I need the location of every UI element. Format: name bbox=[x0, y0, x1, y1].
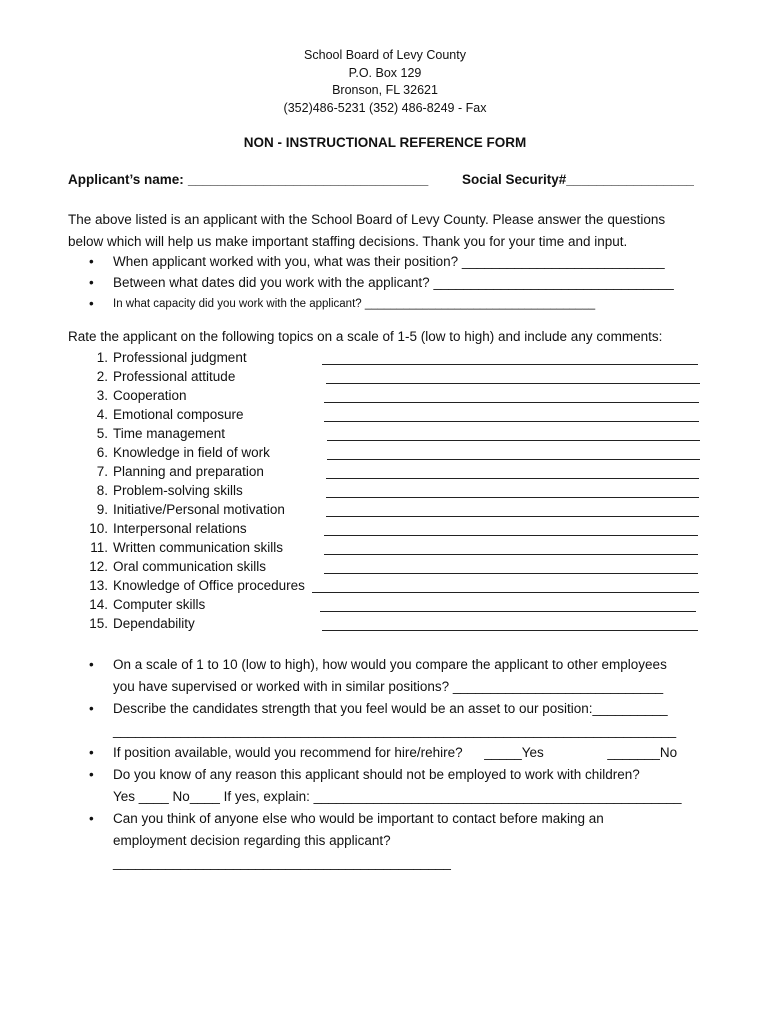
rating-number: 10. bbox=[89, 521, 108, 536]
rating-number: 7. bbox=[96, 464, 108, 479]
capacity-question[interactable] bbox=[68, 296, 718, 319]
capacity-question-text: In what capacity did you work with the applicant? ____________________________________ bbox=[113, 298, 596, 310]
rating-topic: Professional judgment bbox=[113, 350, 247, 365]
children-answer-line: Yes ____ No____ If yes, explain: _________________________________________________ bbox=[113, 789, 682, 804]
intro-line-1: The above listed is an applicant with the School Board of Levy County. Please answer the questions bbox=[68, 212, 666, 227]
rating-comment-line[interactable] bbox=[326, 383, 700, 384]
rating-number: 5. bbox=[96, 426, 108, 441]
dates-question-text: Between what dates did you work with the applicant? ________________________________ bbox=[113, 275, 674, 290]
rating-row bbox=[68, 597, 708, 616]
other-contact-question-line-1: Can you think of anyone else who would be important to contact before making an bbox=[113, 811, 604, 826]
rating-number: 15. bbox=[89, 616, 108, 631]
social-security-field[interactable]: Social Security#_________________ bbox=[462, 172, 694, 187]
rating-comment-line[interactable] bbox=[327, 440, 700, 441]
rating-topic: Professional attitude bbox=[113, 369, 236, 384]
bullet-icon: • bbox=[89, 745, 94, 760]
rating-comment-line[interactable] bbox=[324, 402, 699, 403]
rating-comment-line[interactable] bbox=[322, 630, 698, 631]
rating-row bbox=[68, 521, 708, 540]
rating-row bbox=[68, 350, 708, 369]
bullet-icon: • bbox=[89, 767, 94, 782]
rating-topic: Written communication skills bbox=[113, 540, 284, 555]
comparison-question-line-1: On a scale of 1 to 10 (low to high), how would you compare the applicant to other employees bbox=[113, 657, 667, 672]
rating-number: 3. bbox=[96, 388, 108, 403]
rating-number: 9. bbox=[96, 502, 108, 517]
rating-row bbox=[68, 483, 708, 502]
rating-row bbox=[68, 407, 708, 426]
rating-comment-line[interactable] bbox=[322, 364, 698, 365]
rating-topic: Dependability bbox=[113, 616, 195, 631]
rating-row bbox=[68, 502, 708, 521]
strength-question-text: Describe the candidates strength that you feel would be an asset to our position:__________ bbox=[113, 701, 668, 716]
rating-topic: Time management bbox=[113, 426, 226, 441]
rehire-question-text: If position available, would you recommend for hire/rehire? bbox=[113, 745, 463, 760]
rating-list bbox=[68, 350, 708, 635]
intro-line-2: below which will help us make important staffing decisions. Thank you for your time and input. bbox=[68, 234, 628, 249]
letterhead bbox=[0, 47, 770, 117]
bullet-icon: • bbox=[89, 657, 94, 672]
rating-number: 14. bbox=[89, 597, 108, 612]
rating-row bbox=[68, 540, 708, 559]
bullet-icon: • bbox=[89, 296, 94, 311]
rating-comment-line[interactable] bbox=[320, 611, 696, 612]
rating-instructions: Rate the applicant on the following topics on a scale of 1-5 (low to high) and include any comments: bbox=[68, 329, 663, 344]
rating-row bbox=[68, 559, 708, 578]
comparison-question-line-2: you have supervised or worked with in similar positions? ____________________________ bbox=[113, 679, 664, 694]
bullet-icon: • bbox=[89, 254, 94, 269]
bullet-icon: • bbox=[89, 811, 94, 826]
applicant-name-label: Applicant’s name: bbox=[68, 172, 184, 187]
intro-paragraph bbox=[68, 209, 708, 253]
applicant-name-field[interactable]: ________________________________ bbox=[188, 172, 429, 187]
rating-topic: Knowledge in field of work bbox=[113, 445, 270, 460]
strength-question[interactable] bbox=[68, 698, 718, 742]
rating-topic: Emotional composure bbox=[113, 407, 244, 422]
rating-topic: Computer skills bbox=[113, 597, 206, 612]
comparison-question[interactable] bbox=[68, 654, 718, 698]
rehire-question[interactable] bbox=[68, 742, 718, 764]
rating-row bbox=[68, 616, 708, 635]
rating-number: 2. bbox=[96, 369, 108, 384]
rating-comment-line[interactable] bbox=[326, 497, 699, 498]
rating-number: 1. bbox=[96, 350, 108, 365]
rehire-yes-option[interactable]: _____Yes bbox=[484, 745, 544, 760]
rating-row bbox=[68, 426, 708, 445]
position-question[interactable] bbox=[68, 254, 718, 275]
phone-fax: (352)486-5231 (352) 486-8249 - Fax bbox=[283, 100, 487, 115]
rating-row bbox=[68, 578, 708, 597]
form-title: NON - INSTRUCTIONAL REFERENCE FORM bbox=[243, 135, 527, 150]
rating-topic: Initiative/Personal motivation bbox=[113, 502, 285, 517]
rating-row bbox=[68, 369, 708, 388]
rating-comment-line[interactable] bbox=[326, 478, 699, 479]
rehire-no-option[interactable]: _______No bbox=[607, 745, 678, 760]
rating-topic: Interpersonal relations bbox=[113, 521, 247, 536]
rating-comment-line[interactable] bbox=[312, 592, 699, 593]
rating-row bbox=[68, 388, 708, 407]
org-name: School Board of Levy County bbox=[304, 48, 466, 62]
rating-comment-line[interactable] bbox=[324, 421, 699, 422]
rating-row bbox=[68, 464, 708, 483]
rating-comment-line[interactable] bbox=[326, 516, 699, 517]
children-question[interactable] bbox=[68, 764, 718, 808]
rating-topic: Problem-solving skills bbox=[113, 483, 243, 498]
rating-comment-line[interactable] bbox=[324, 573, 698, 574]
strength-answer-line: ___________________________________________________________________________ bbox=[113, 723, 677, 738]
bullet-icon: • bbox=[89, 275, 94, 290]
rating-topic: Knowledge of Office procedures bbox=[113, 578, 305, 593]
other-contact-answer-line: _____________________________________________ bbox=[113, 855, 451, 870]
other-contact-question-line-2: employment decision regarding this applicant? bbox=[113, 833, 391, 848]
po-box: P.O. Box 129 bbox=[348, 65, 422, 80]
rating-topic: Cooperation bbox=[113, 388, 187, 403]
position-questions bbox=[68, 254, 718, 319]
rating-comment-line[interactable] bbox=[324, 554, 698, 555]
rating-comment-line[interactable] bbox=[324, 535, 698, 536]
rating-topic: Oral communication skills bbox=[113, 559, 267, 574]
rating-number: 4. bbox=[96, 407, 108, 422]
additional-questions bbox=[68, 654, 718, 874]
rating-comment-line[interactable] bbox=[327, 459, 700, 460]
rating-number: 11. bbox=[90, 540, 108, 555]
other-contact-question[interactable] bbox=[68, 808, 718, 874]
position-question-text: When applicant worked with you, what was their position? ___________________________ bbox=[113, 254, 665, 269]
rating-number: 12. bbox=[89, 559, 108, 574]
rating-number: 6. bbox=[96, 445, 108, 460]
city-state-zip: Bronson, FL 32621 bbox=[332, 83, 438, 97]
rating-number: 8. bbox=[96, 483, 108, 498]
dates-question[interactable] bbox=[68, 275, 718, 296]
rating-row bbox=[68, 445, 708, 464]
bullet-icon: • bbox=[89, 701, 94, 716]
rating-number: 13. bbox=[89, 578, 108, 593]
children-question-text: Do you know of any reason this applicant should not be employed to work with children? bbox=[113, 767, 640, 782]
rating-topic: Planning and preparation bbox=[113, 464, 264, 479]
